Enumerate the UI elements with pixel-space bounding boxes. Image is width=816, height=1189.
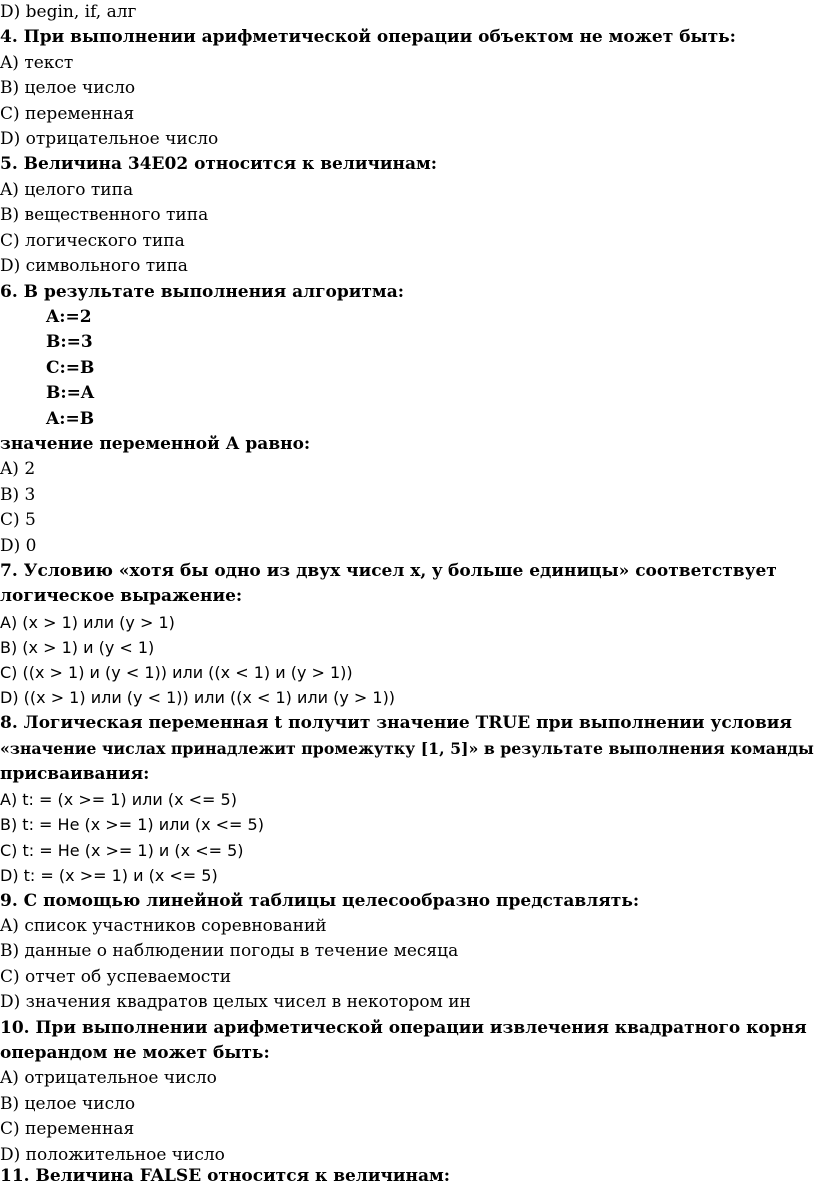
answer-option: D) begin, if, алг <box>0 2 137 22</box>
answer-option: D) значения квадратов целых чисел в некотором ин <box>0 992 471 1012</box>
algorithm-line: A:=B <box>46 409 95 429</box>
answer-option: D) положительное число <box>0 1145 225 1165</box>
answer-option: A) список участников соревнований <box>0 916 327 936</box>
answer-option: C) отчет об успеваемости <box>0 967 232 987</box>
question-7-cont: логическое выражение: <box>0 586 243 606</box>
algorithm-line: B:=A <box>46 383 95 403</box>
answer-option: B) t: = Не (x >= 1) или (x <= 5) <box>0 815 264 834</box>
question-8: 8. Логическая переменная t получит значение TRUE при выполнении условия <box>0 713 792 733</box>
algorithm-line: B:=3 <box>46 332 93 352</box>
answer-option: D) символьного типа <box>0 256 188 276</box>
question-6-prompt: значение переменной А равно: <box>0 434 311 454</box>
answer-option: A) отрицательное число <box>0 1068 217 1088</box>
answer-option: C) t: = Не (x >= 1) и (x <= 5) <box>0 841 244 860</box>
answer-option: B) целое число <box>0 78 136 98</box>
question-8-cont: «значение числах принадлежит промежутку [1, 5]» в результате выполнения команды <box>0 739 814 758</box>
answer-option: C) переменная <box>0 1119 135 1139</box>
question-6: 6. В результате выполнения алгоритма: <box>0 282 404 302</box>
algorithm-line: C:=B <box>46 358 95 378</box>
answer-option: B) целое число <box>0 1094 136 1114</box>
algorithm-line: A:=2 <box>46 307 92 327</box>
answer-option: B) данные о наблюдении погоды в течение месяца <box>0 941 459 961</box>
question-8-cont: присваивания: <box>0 764 150 784</box>
question-7: 7. Условию «хотя бы одно из двух чисел x, y больше единицы» соответствует <box>0 561 777 581</box>
question-11: 11. Величина FALSE относится к величинам: <box>0 1166 451 1186</box>
answer-option: A) t: = (x >= 1) или (x <= 5) <box>0 790 237 809</box>
question-10-cont: операндом не может быть: <box>0 1043 270 1063</box>
question-9: 9. С помощью линейной таблицы целесообразно представлять: <box>0 891 640 911</box>
answer-option: C) логического типа <box>0 231 185 251</box>
answer-option: A) целого типа <box>0 180 134 200</box>
answer-option: D) 0 <box>0 536 37 556</box>
answer-option: B) 3 <box>0 485 36 505</box>
question-10: 10. При выполнении арифметической операции извлечения квадратного корня <box>0 1018 807 1038</box>
question-4: 4. При выполнении арифметической операции объектом не может быть: <box>0 27 736 47</box>
answer-option: B) вещественного типа <box>0 205 209 225</box>
answer-option: A) текст <box>0 53 74 73</box>
answer-option: A) 2 <box>0 459 36 479</box>
answer-option: D) t: = (x >= 1) и (x <= 5) <box>0 866 218 885</box>
answer-option: C) 5 <box>0 510 36 530</box>
question-5: 5. Величина 34Е02 относится к величинам: <box>0 154 438 174</box>
answer-option: A) (x > 1) или (y > 1) <box>0 613 175 632</box>
answer-option: D) ((x > 1) или (y < 1)) или ((x < 1) или (y > 1)) <box>0 688 396 707</box>
answer-option: B) (x > 1) и (y < 1) <box>0 638 155 657</box>
answer-option: D) отрицательное число <box>0 129 219 149</box>
answer-option: C) ((x > 1) и (y < 1)) или ((x < 1) и (y > 1)) <box>0 663 353 682</box>
answer-option: C) переменная <box>0 104 135 124</box>
